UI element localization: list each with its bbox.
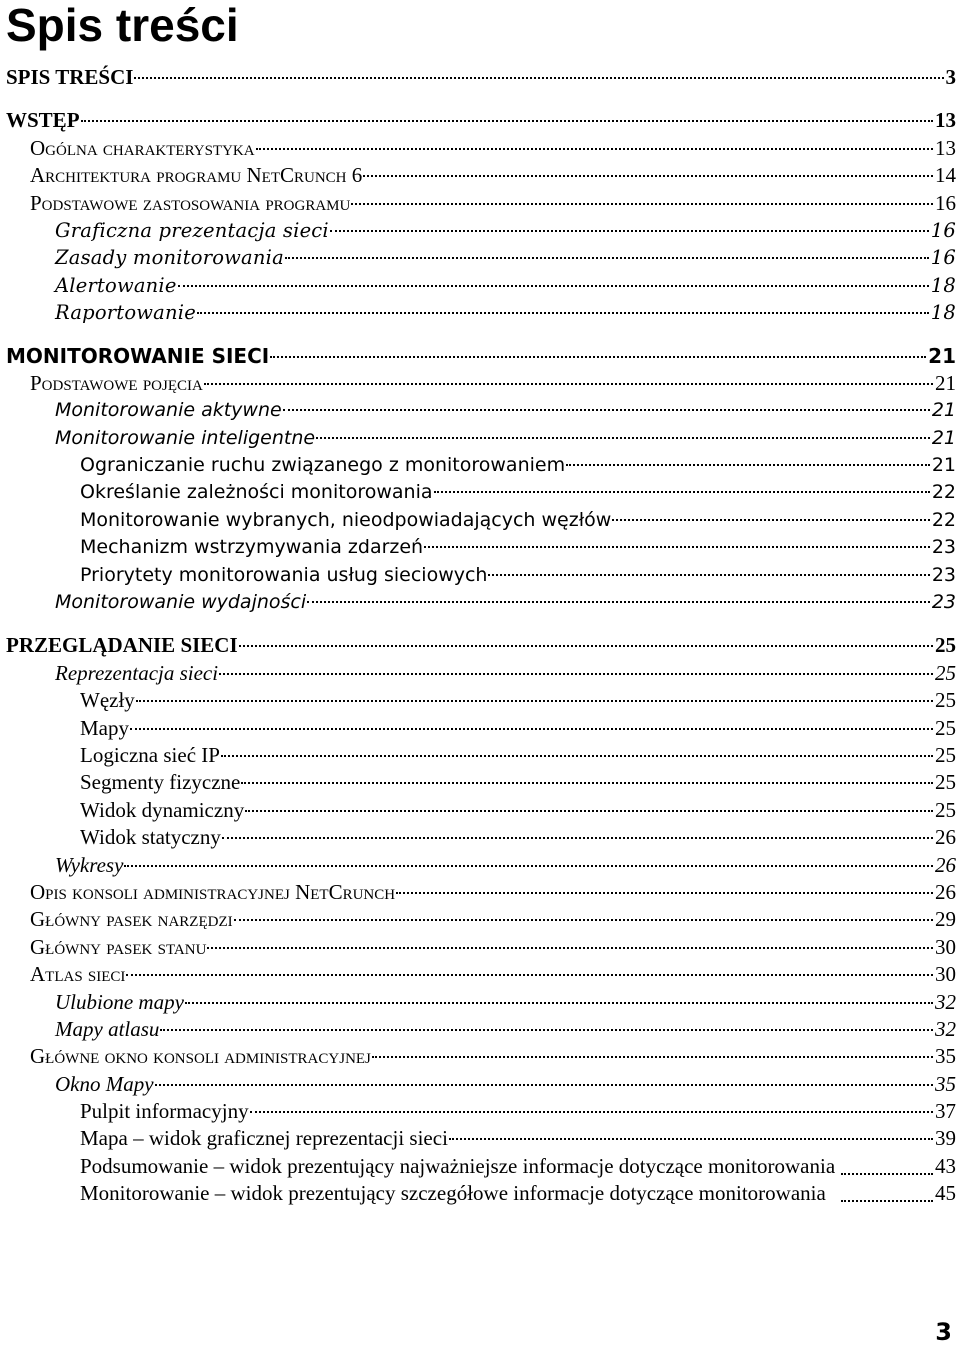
dot-leader — [204, 383, 933, 385]
toc-entry-page: 43 — [935, 1153, 956, 1178]
toc-entry[interactable] — [0, 1125, 956, 1152]
toc-entry[interactable] — [0, 660, 956, 687]
toc-entry-label: Podstawowe pojęcia — [30, 370, 203, 395]
toc-entry-label: MONITOROWANIE SIECI — [6, 343, 270, 368]
dot-leader — [234, 919, 933, 921]
dot-leader — [130, 728, 933, 730]
toc-entry-label: Mapa – widok graficznej reprezentacji sieci — [80, 1126, 448, 1151]
toc-entry[interactable] — [0, 534, 956, 561]
toc-entry[interactable] — [0, 715, 956, 742]
dot-leader — [256, 148, 933, 150]
toc-entry-label: Architektura programu NetCrunch 6 — [30, 163, 363, 188]
toc-entry-label: SPIS TREŚCI — [6, 65, 134, 89]
toc-entry-label: Monitorowanie wydajności — [55, 591, 307, 614]
toc-entry[interactable] — [0, 1071, 956, 1098]
toc-entry-label: Ogólna charakterystyka — [30, 135, 255, 160]
toc-entry-label: Reprezentacja sieci — [55, 660, 219, 685]
toc-entry[interactable] — [0, 272, 956, 299]
toc-entry[interactable] — [0, 299, 956, 326]
toc-entry-page: 13 — [935, 135, 956, 160]
toc-entry-page: 16 — [930, 218, 956, 242]
dot-leader — [178, 285, 929, 287]
dot-leader — [307, 601, 930, 603]
toc-entry[interactable] — [0, 162, 956, 189]
dot-leader — [219, 673, 933, 675]
dot-leader — [363, 175, 933, 177]
toc-entry-page: 16 — [930, 246, 956, 270]
toc-entry-label: Opis konsoli administracyjnej NetCrunch — [30, 879, 396, 904]
toc-entry-page: 21 — [931, 426, 956, 449]
toc-entry-label: Raportowanie — [55, 301, 196, 325]
toc-entry-label: Wykresy — [55, 852, 124, 877]
dot-leader — [222, 837, 933, 839]
dot-leader — [449, 1138, 933, 1140]
toc-entry-label: Ograniczanie ruchu związanego z monitorowaniem — [80, 454, 566, 477]
dot-leader — [285, 257, 929, 259]
toc-entry-label: Mapy — [80, 715, 129, 740]
dot-leader — [221, 755, 933, 757]
dot-leader — [134, 77, 943, 79]
dot-leader — [841, 1200, 933, 1202]
toc-entry-label: Monitorowanie aktywne — [55, 399, 282, 422]
toc-entry[interactable] — [0, 135, 956, 162]
toc-entry-page: 25 — [935, 688, 956, 713]
toc-entry-label: Główny pasek stanu — [30, 934, 207, 959]
toc-entry-label: PRZEGLĄDANIE SIECI — [6, 633, 238, 658]
toc-entry[interactable] — [0, 797, 956, 824]
toc-entry-page: 25 — [935, 770, 956, 795]
toc-entry[interactable] — [0, 479, 956, 506]
toc-entry-page: 25 — [935, 797, 956, 822]
toc-entry[interactable] — [0, 824, 956, 851]
toc-entry-page: 22 — [931, 481, 956, 504]
dot-leader — [566, 464, 930, 466]
dot-leader — [250, 1111, 933, 1113]
toc-entry[interactable] — [0, 742, 956, 769]
toc-entry[interactable] — [0, 852, 956, 879]
toc-entry-page: 18 — [930, 301, 956, 325]
toc-entry-label: Widok statyczny — [80, 825, 221, 850]
toc-entry[interactable] — [0, 452, 956, 479]
toc-entry-label: Główne okno konsoli administracyjnej — [30, 1044, 371, 1069]
toc-entry-page: 32 — [935, 1016, 956, 1041]
toc-entry-page: 26 — [935, 852, 956, 877]
dot-leader — [841, 1173, 933, 1175]
dot-leader — [434, 491, 930, 493]
toc-entry[interactable] — [0, 632, 956, 659]
dot-leader — [239, 645, 933, 647]
toc-entry-page: 35 — [935, 1071, 956, 1096]
toc-entry[interactable] — [0, 562, 956, 589]
dot-leader — [241, 782, 933, 784]
toc-entry[interactable] — [0, 507, 956, 534]
toc-entry-page: 23 — [931, 536, 956, 559]
dot-leader — [283, 409, 930, 411]
dot-leader — [351, 203, 933, 205]
toc-entry-label: Ulubione mapy — [55, 989, 184, 1014]
dot-leader — [81, 120, 933, 122]
toc-entry[interactable] — [0, 1098, 956, 1125]
dot-leader — [270, 356, 926, 358]
page-number: 3 — [935, 1318, 952, 1346]
toc-entry-page: 23 — [931, 591, 956, 614]
toc-entry-page: 16 — [935, 190, 956, 215]
page-title: Spis treści — [6, 0, 239, 51]
dot-leader — [372, 1056, 933, 1058]
dot-leader — [124, 865, 933, 867]
toc-entry-label: Mechanizm wstrzymywania zdarzeń — [80, 536, 424, 559]
toc-entry-page: 30 — [935, 962, 956, 987]
toc-entry-label: Określanie zależności monitorowania — [80, 481, 433, 504]
toc-entry[interactable] — [0, 1043, 956, 1070]
toc-entry-label: Węzły — [80, 688, 135, 713]
toc-entry-label: Graficzna prezentacja sieci — [55, 218, 329, 242]
toc-entry-page: 14 — [935, 163, 956, 188]
toc-entry-page: 21 — [928, 343, 956, 368]
toc-entry-page: 21 — [931, 399, 956, 422]
toc-entry-page: 21 — [935, 370, 956, 395]
toc-entry-page: 39 — [935, 1126, 956, 1151]
toc-entry[interactable] — [0, 961, 956, 988]
toc-entry-label: Monitorowanie wybranych, nieodpowiadających węzłów — [80, 508, 612, 531]
toc-entry-label: Atlas sieci — [30, 962, 126, 987]
dot-leader — [155, 1084, 933, 1086]
toc-entry[interactable] — [0, 989, 956, 1016]
toc-entry-page: 26 — [935, 825, 956, 850]
toc-entry[interactable] — [0, 397, 956, 424]
toc-entry[interactable] — [0, 1153, 956, 1180]
dot-leader — [316, 437, 930, 439]
toc-entry-label: Priorytety monitorowania usług sieciowych — [80, 563, 488, 586]
toc-entry-page: 25 — [935, 715, 956, 740]
toc-entry[interactable] — [0, 190, 956, 217]
toc-entry-page: 37 — [935, 1099, 956, 1124]
toc-entry-page: 26 — [935, 879, 956, 904]
toc-entry[interactable] — [0, 879, 956, 906]
toc-entry-label: Zasady monitorowania — [55, 246, 284, 270]
toc-entry-page: 13 — [935, 108, 956, 133]
toc-entry-label: Mapy atlasu — [55, 1016, 160, 1041]
toc-entry[interactable] — [0, 769, 956, 796]
dot-leader — [424, 546, 930, 548]
toc-entry[interactable] — [0, 217, 956, 244]
toc-entry[interactable] — [0, 589, 956, 616]
dot-leader — [136, 700, 933, 702]
toc-entry-page: 32 — [935, 989, 956, 1014]
toc-entry-page: 29 — [935, 907, 956, 932]
toc-entry-label: Alertowanie — [55, 273, 177, 297]
toc-entry-label: Podstawowe zastosowania programu — [30, 190, 351, 215]
toc-entry-page: 25 — [935, 660, 956, 685]
toc-entry[interactable] — [0, 370, 956, 397]
toc-entry[interactable] — [0, 1180, 956, 1207]
dot-leader — [396, 892, 933, 894]
dot-leader — [126, 974, 933, 976]
toc-entry-page: 25 — [935, 742, 956, 767]
toc-entry-page: 18 — [930, 273, 956, 297]
toc-entry-page: 35 — [935, 1044, 956, 1069]
toc-entry[interactable] — [0, 425, 956, 452]
toc-entry-label: Główny pasek narzędzi — [30, 907, 233, 932]
dot-leader — [245, 810, 933, 812]
dot-leader — [197, 312, 929, 314]
toc-entry[interactable] — [0, 107, 956, 134]
toc-entry[interactable] — [0, 687, 956, 714]
toc-entry[interactable] — [0, 906, 956, 933]
toc-entry-label: WSTĘP — [6, 108, 80, 133]
toc-entry-page: 3 — [945, 65, 956, 89]
toc-entry-label: Monitorowanie inteligentne — [55, 426, 316, 449]
toc-entry-page: 21 — [931, 454, 956, 477]
toc-entry-page: 22 — [931, 508, 956, 531]
toc-entry-label: Okno Mapy — [55, 1071, 154, 1096]
dot-leader — [488, 574, 929, 576]
toc-entry-label: Podsumowanie – widok prezentujący najważniejsze informacje dotyczące monitorowania — [80, 1153, 836, 1178]
toc-entry-page: 45 — [935, 1180, 956, 1205]
toc-entry[interactable] — [0, 64, 956, 91]
toc-entry-label: Pulpit informacyjny — [80, 1099, 249, 1124]
dot-leader — [330, 230, 929, 232]
table-of-contents — [0, 64, 960, 1207]
toc-entry-label: Logiczna sieć IP — [80, 742, 220, 767]
toc-entry-label: Monitorowanie – widok prezentujący szczegółowe informacje dotyczące monitorowania — [80, 1180, 826, 1205]
toc-entry-page: 23 — [931, 563, 956, 586]
toc-entry[interactable] — [0, 934, 956, 961]
toc-entry-label: Widok dynamiczny — [80, 797, 245, 822]
dot-leader — [160, 1029, 933, 1031]
dot-leader — [612, 519, 930, 521]
toc-entry-page: 30 — [935, 934, 956, 959]
toc-entry[interactable] — [0, 244, 956, 271]
toc-entry[interactable] — [0, 343, 956, 370]
dot-leader — [207, 947, 933, 949]
toc-entry-page: 25 — [935, 633, 956, 658]
toc-entry-label: Segmenty fizyczne — [80, 770, 241, 795]
dot-leader — [185, 1002, 933, 1004]
toc-entry[interactable] — [0, 1016, 956, 1043]
